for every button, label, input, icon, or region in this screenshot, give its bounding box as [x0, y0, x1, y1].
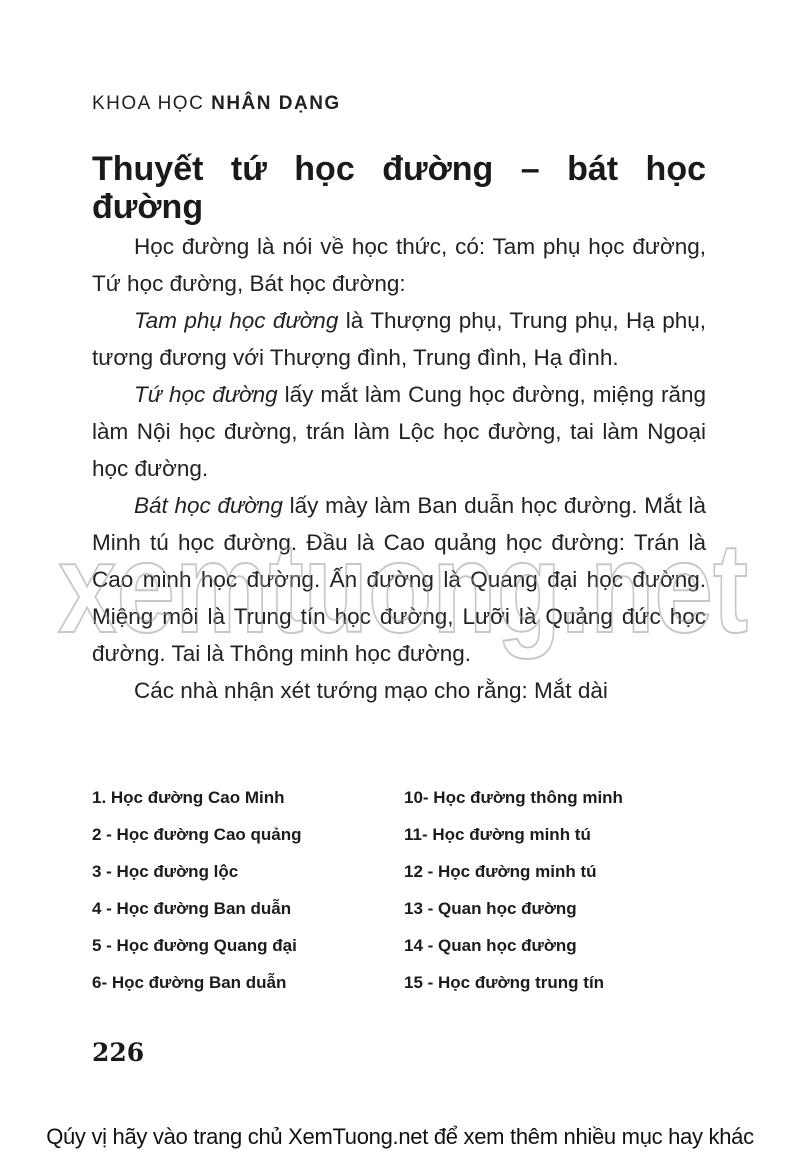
paragraph-3-text: lấy mắt làm Cung học đường, miệng răng làm Nội học đường, trán làm Lộc học đường, tai làm Ngoại học đường.	[92, 382, 707, 481]
watermark-text: xemtuong.net	[58, 520, 748, 660]
list-item: 12 - Học đường minh tú	[404, 862, 597, 881]
list-item: 11- Học đường minh tú	[404, 825, 591, 844]
body-text	[92, 228, 706, 709]
list-row	[92, 899, 706, 936]
list-item: 2 - Học đường Cao quảng	[92, 825, 302, 844]
list-item: 5 - Học đường Quang đại	[92, 936, 297, 955]
running-header-prefix: KHOA HỌC	[92, 93, 205, 114]
list-item: 6- Học đường Ban duẫn	[92, 973, 287, 992]
footer-notice: Qúy vị hãy vào trang chủ XemTuong.net để xem thêm nhiều mục hay khác	[46, 1124, 754, 1149]
list-item: 14 - Quan học đường	[404, 936, 577, 955]
paragraph-3-italic: Tứ học đường	[134, 382, 278, 407]
list-row	[92, 862, 706, 899]
paragraph-2-text: là Thượng phụ, Trung phụ, Hạ phụ, tương đương với Thượng đình, Trung đình, Hạ đình.	[92, 308, 706, 370]
section-title: Thuyết tứ học đường – bát học đường	[92, 150, 706, 226]
page-number: 226	[92, 1038, 145, 1067]
paragraph-2	[92, 302, 706, 376]
list-item: 15 - Học đường trung tín	[404, 973, 605, 992]
list-item: 3 - Học đường lộc	[92, 862, 239, 881]
paragraph-4	[92, 487, 706, 672]
list-row	[92, 973, 706, 1010]
list-row	[92, 788, 706, 825]
list-item: 1. Học đường Cao Minh	[92, 788, 285, 807]
hoc-duong-list	[92, 788, 706, 1010]
list-row	[92, 825, 706, 862]
paragraph-3	[92, 376, 706, 487]
running-header	[92, 93, 341, 115]
paragraph-5	[92, 672, 706, 709]
paragraph-4-italic: Bát học đường	[134, 493, 283, 518]
paragraph-2-italic: Tam phụ học đường	[134, 308, 339, 333]
list-item: 4 - Học đường Ban duẫn	[92, 899, 292, 918]
paragraph-1-text: Học đường là nói về học thức, có: Tam phụ học đường, Tứ học đường, Bát học đường:	[92, 234, 706, 296]
paragraph-1	[92, 228, 706, 302]
list-item: 13 - Quan học đường	[404, 899, 577, 918]
list-item: 10- Học đường thông minh	[404, 788, 623, 807]
paragraph-4-text: lấy mày làm Ban duẫn học đường. Mắt là Minh tú học đường. Đầu là Cao quảng học đường: Trán là Cao minh học đường. Ấn đường là Quang đại học đường. Miệng môi là Trung tín học đường, Lưỡi là Quảng đức học đường. Tai là Thông minh học đường.	[92, 493, 707, 666]
running-header-bold: NHÂN DẠNG	[211, 93, 341, 114]
list-row	[92, 936, 706, 973]
paragraph-5-text: Các nhà nhận xét tướng mạo cho rằng: Mắt dài	[134, 678, 608, 703]
